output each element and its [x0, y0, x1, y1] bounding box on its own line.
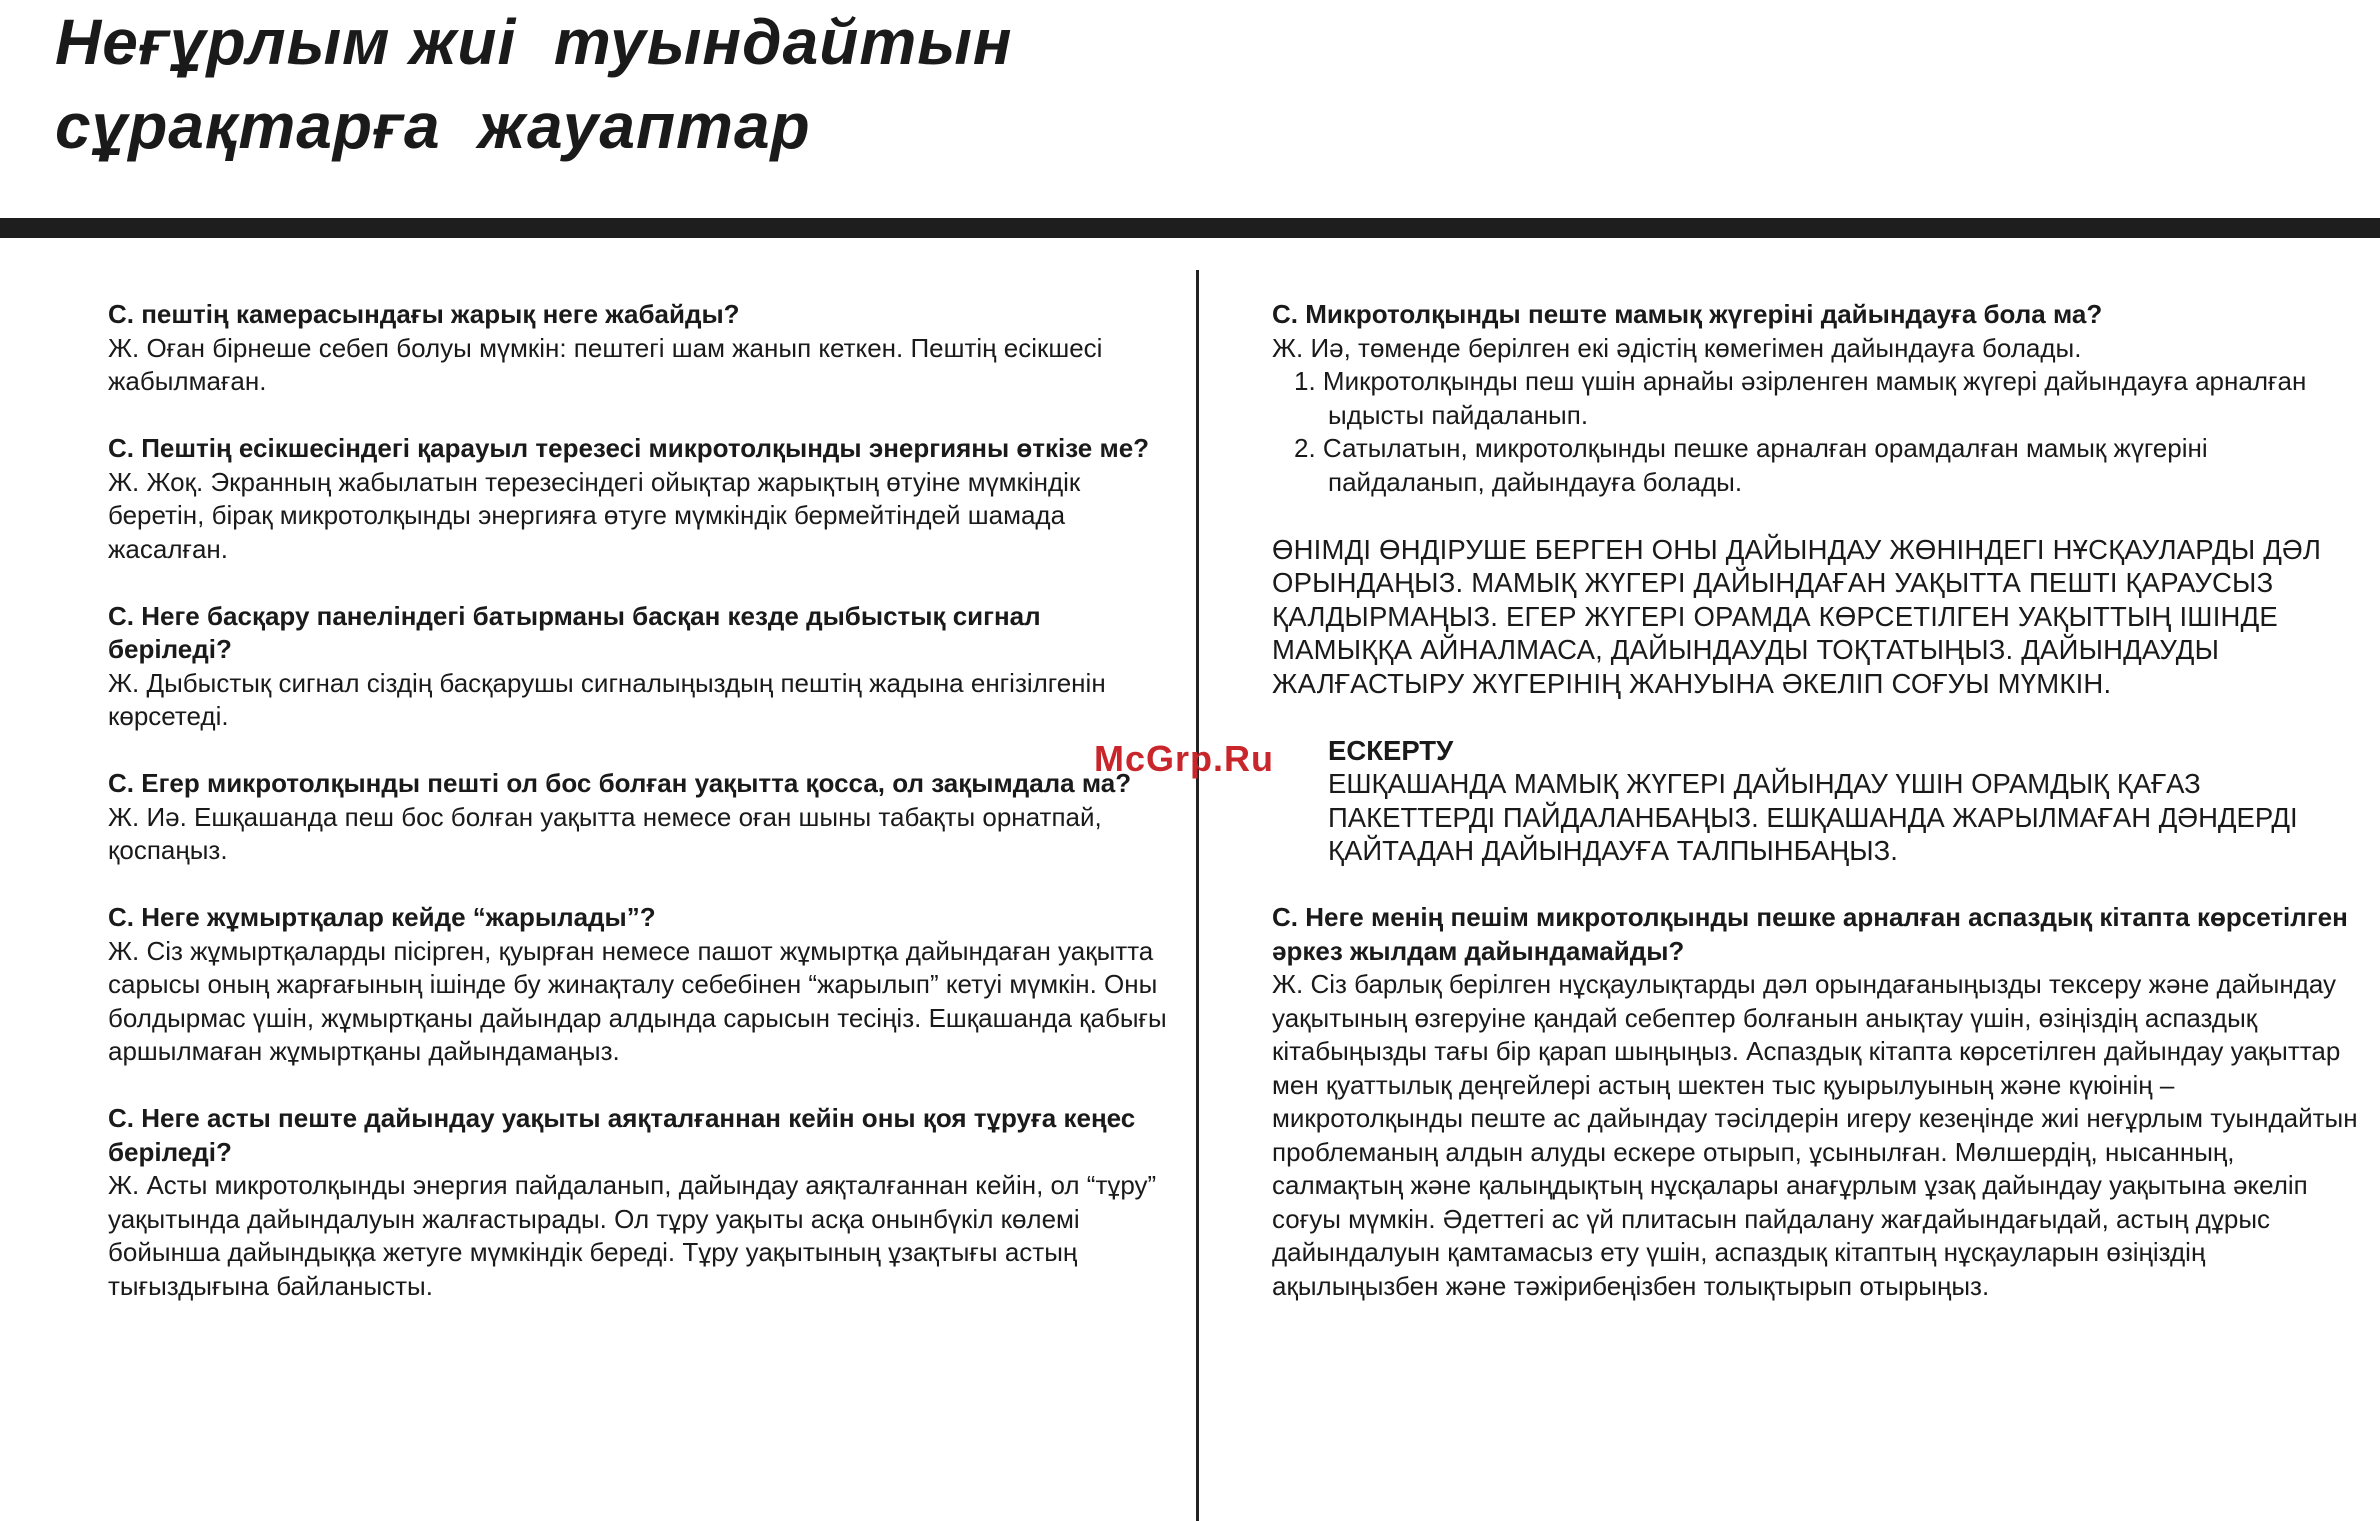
qa-item	[108, 298, 1168, 399]
page-title	[55, 0, 1013, 168]
list-item: 1. Микротолқынды пеш үшін арнайы әзірленген мамық жүгері дайындауға арналған ыдысты пайдаланып.	[1294, 366, 2307, 430]
answer: Ж. Дыбыстық сигнал сіздің басқарушы сигналыңыздың пештің жадына енгізілгенін көрсетеді.	[108, 667, 1106, 731]
column-divider	[1196, 270, 1199, 1521]
question: С. пештің камерасындағы жарық неге жабайды?	[108, 299, 740, 329]
qa-item	[108, 901, 1168, 1069]
question: С. Егер микротолқынды пешті ол бос болған уақытта қосса, ол зақымдала ма?	[108, 768, 1132, 798]
right-column	[1272, 298, 2362, 1337]
answer: Ж. Сіз жұмыртқаларды пісірген, қуырған немесе пашот жұмыртқа дайындаған уақытта сарысы оның жарғағының ішінде бу жинақталу себебінен “жарылып” кетуі мүмкін. Оны болдырмас үшін, жұмыртқаны дайындар алдында сарысын тесіңіз. Ешқашанда қабығы аршылмаған жұмыртқаны дайындамаңыз.	[108, 935, 1167, 1066]
answer: Ж. Иә. Ешқашанда пеш бос болған уақытта немесе оған шыны табақты орнатпай, қоспаңыз.	[108, 801, 1102, 865]
qa-item-popcorn	[1272, 298, 2362, 499]
answer: Ж. Жоқ. Экранның жабылатын терезесіндегі ойықтар жарықтың өтуіне мүмкіндік беретін, бірақ микротолқынды энергияға өтуге мүмкіндік бермейтіндей шамада жасалған.	[108, 466, 1081, 564]
qa-item-cookbook	[1272, 901, 2362, 1303]
answer: Ж. Сіз барлық берілген нұсқаулықтарды дәл орындағаныңызды тексеру және дайындау уақытының өзгеруіне қандай себептер болғанын анықтау үшін, өзіңіздің аспаздық кітабыңызды тағы бір қарап шыңыңыз. Аспаздық кітапта көрсетілген дайындау уақыттар мен қуаттылық деңгейлері астың шектен тыс қуырылуының және күюінің – микротолқынды пеште ас дайындау тәсілдерін игеру кезеңінде жиі неғұрлым туындайтын проблеманың алдын алуды ескере отырып, ұсынылған. Мөлшердің, нысанның, салмақтың және қалыңдықтың нұсқалары анағұрлым ұзақ дайындау уақытына әкеліп соғуы мүмкін. Әдеттегі ас үй плитасын пайдалану жағдайындағыдай, астың дұрыс дайындалуын қамтамасыз ету үшін, аспаздық кітаптың нұсқауларын өзіңіздің ақылыңызбен және тәжірибеңізбен толықтырып отырыңыз.	[1272, 969, 2358, 1301]
header-rule	[0, 218, 2380, 238]
warning-title: ЕСКЕРТУ	[1328, 734, 1454, 766]
qa-item	[108, 1102, 1168, 1303]
caps-instructions: ӨНІМДІ ӨНДІРУШЕ БЕРГЕН ОНЫ ДАЙЫНДАУ ЖӨНІНДЕГІ НҰСҚАУЛАРДЫ ДӘЛ ОРЫНДАҢЫЗ. МАМЫҚ ЖҮГЕРІ ДАЙЫНДАҒАН УАҚЫТТА ПЕШТІ ҚАРАУСЫЗ ҚАЛДЫРМАҢЫЗ. ЕГЕР ЖҮГЕРІ ОРАМДА КӨРСЕТІЛГЕН УАҚЫТТЫҢ ІШІНДЕ МАМЫҚҚА АЙНАЛМАСА, ДАЙЫНДАУДЫ ТОҚТАТЫҢЫЗ. ДАЙЫНДАУДЫ ЖАЛҒАСТЫРУ ЖҮГЕРІНІҢ ЖАНУЫНА ӘКЕЛІП СОҒУЫ МҮМКІН.	[1272, 533, 2322, 699]
question: С. Неге асты пеште дайындау уақыты аяқталғаннан кейін оны қоя тұруға кеңес беріледі?	[108, 1103, 1136, 1167]
question: С. Пештің есікшесіндегі қарауыл терезесі микротолқынды энергияны өткізе ме?	[108, 433, 1150, 463]
qa-item	[108, 600, 1168, 734]
page-title-line-1: Неғұрлым жиі туындайтын	[55, 6, 1013, 78]
question: С. Микротолқынды пеште мамық жүгеріні дайындауға бола ма?	[1272, 299, 2103, 329]
warning-note	[1328, 734, 2362, 868]
answer: Ж. Оған бірнеше себеп болуы мүмкін: пештегі шам жанып кеткен. Пештің есікшесі жабылмаған.	[108, 332, 1103, 396]
page-title-line-2: сұрақтарға жауаптар	[55, 90, 811, 162]
question: С. Неге менің пешім микротолқынды пешке арналған аспаздық кітапта көрсетілген әркез жылдам дайындамайды?	[1272, 902, 2348, 966]
qa-item	[108, 767, 1168, 868]
answer: Ж. Асты микротолқынды энергия пайдаланып, дайындау аяқталғаннан кейін, ол “тұру” уақытында дайындалуын жалғастырады. Ол тұру уақыты асқа онынбүкіл көлемі бойынша дайындыққа жетуге мүмкіндік береді. Тұру уақытының ұзақтығы астың тығыздығына байланысты.	[108, 1170, 1157, 1301]
watermark: McGrp.Ru	[1094, 738, 1275, 779]
method-list	[1272, 365, 2362, 499]
answer: Ж. Иә, төменде берілген екі әдістің көмегімен дайындауға болады.	[1272, 332, 2082, 363]
qa-item	[108, 432, 1168, 566]
left-column	[108, 298, 1168, 1337]
question: С. Неге жұмыртқалар кейде “жарылады”?	[108, 902, 656, 932]
question: С. Неге басқару панеліндегі батырманы басқан кезде дыбыстық сигнал беріледі?	[108, 600, 1041, 664]
warning-body: ЕШҚАШАНДА МАМЫҚ ЖҮГЕРІ ДАЙЫНДАУ ҮШІН ОРАМДЫҚ ҚАҒАЗ ПАКЕТТЕРДІ ПАЙДАЛАНБАҢЫЗ. ЕШҚАШАНДА ЖАРЫЛМАҒАН ДӘНДЕРДІ ҚАЙТАДАН ДАЙЫНДАУҒА ТАЛПЫНБАҢЫЗ.	[1328, 768, 2298, 866]
list-item: 2. Сатылатын, микротолқынды пешке арналған орамдалған мамық жүгеріні пайдаланып, дайындауға болады.	[1294, 433, 2208, 497]
